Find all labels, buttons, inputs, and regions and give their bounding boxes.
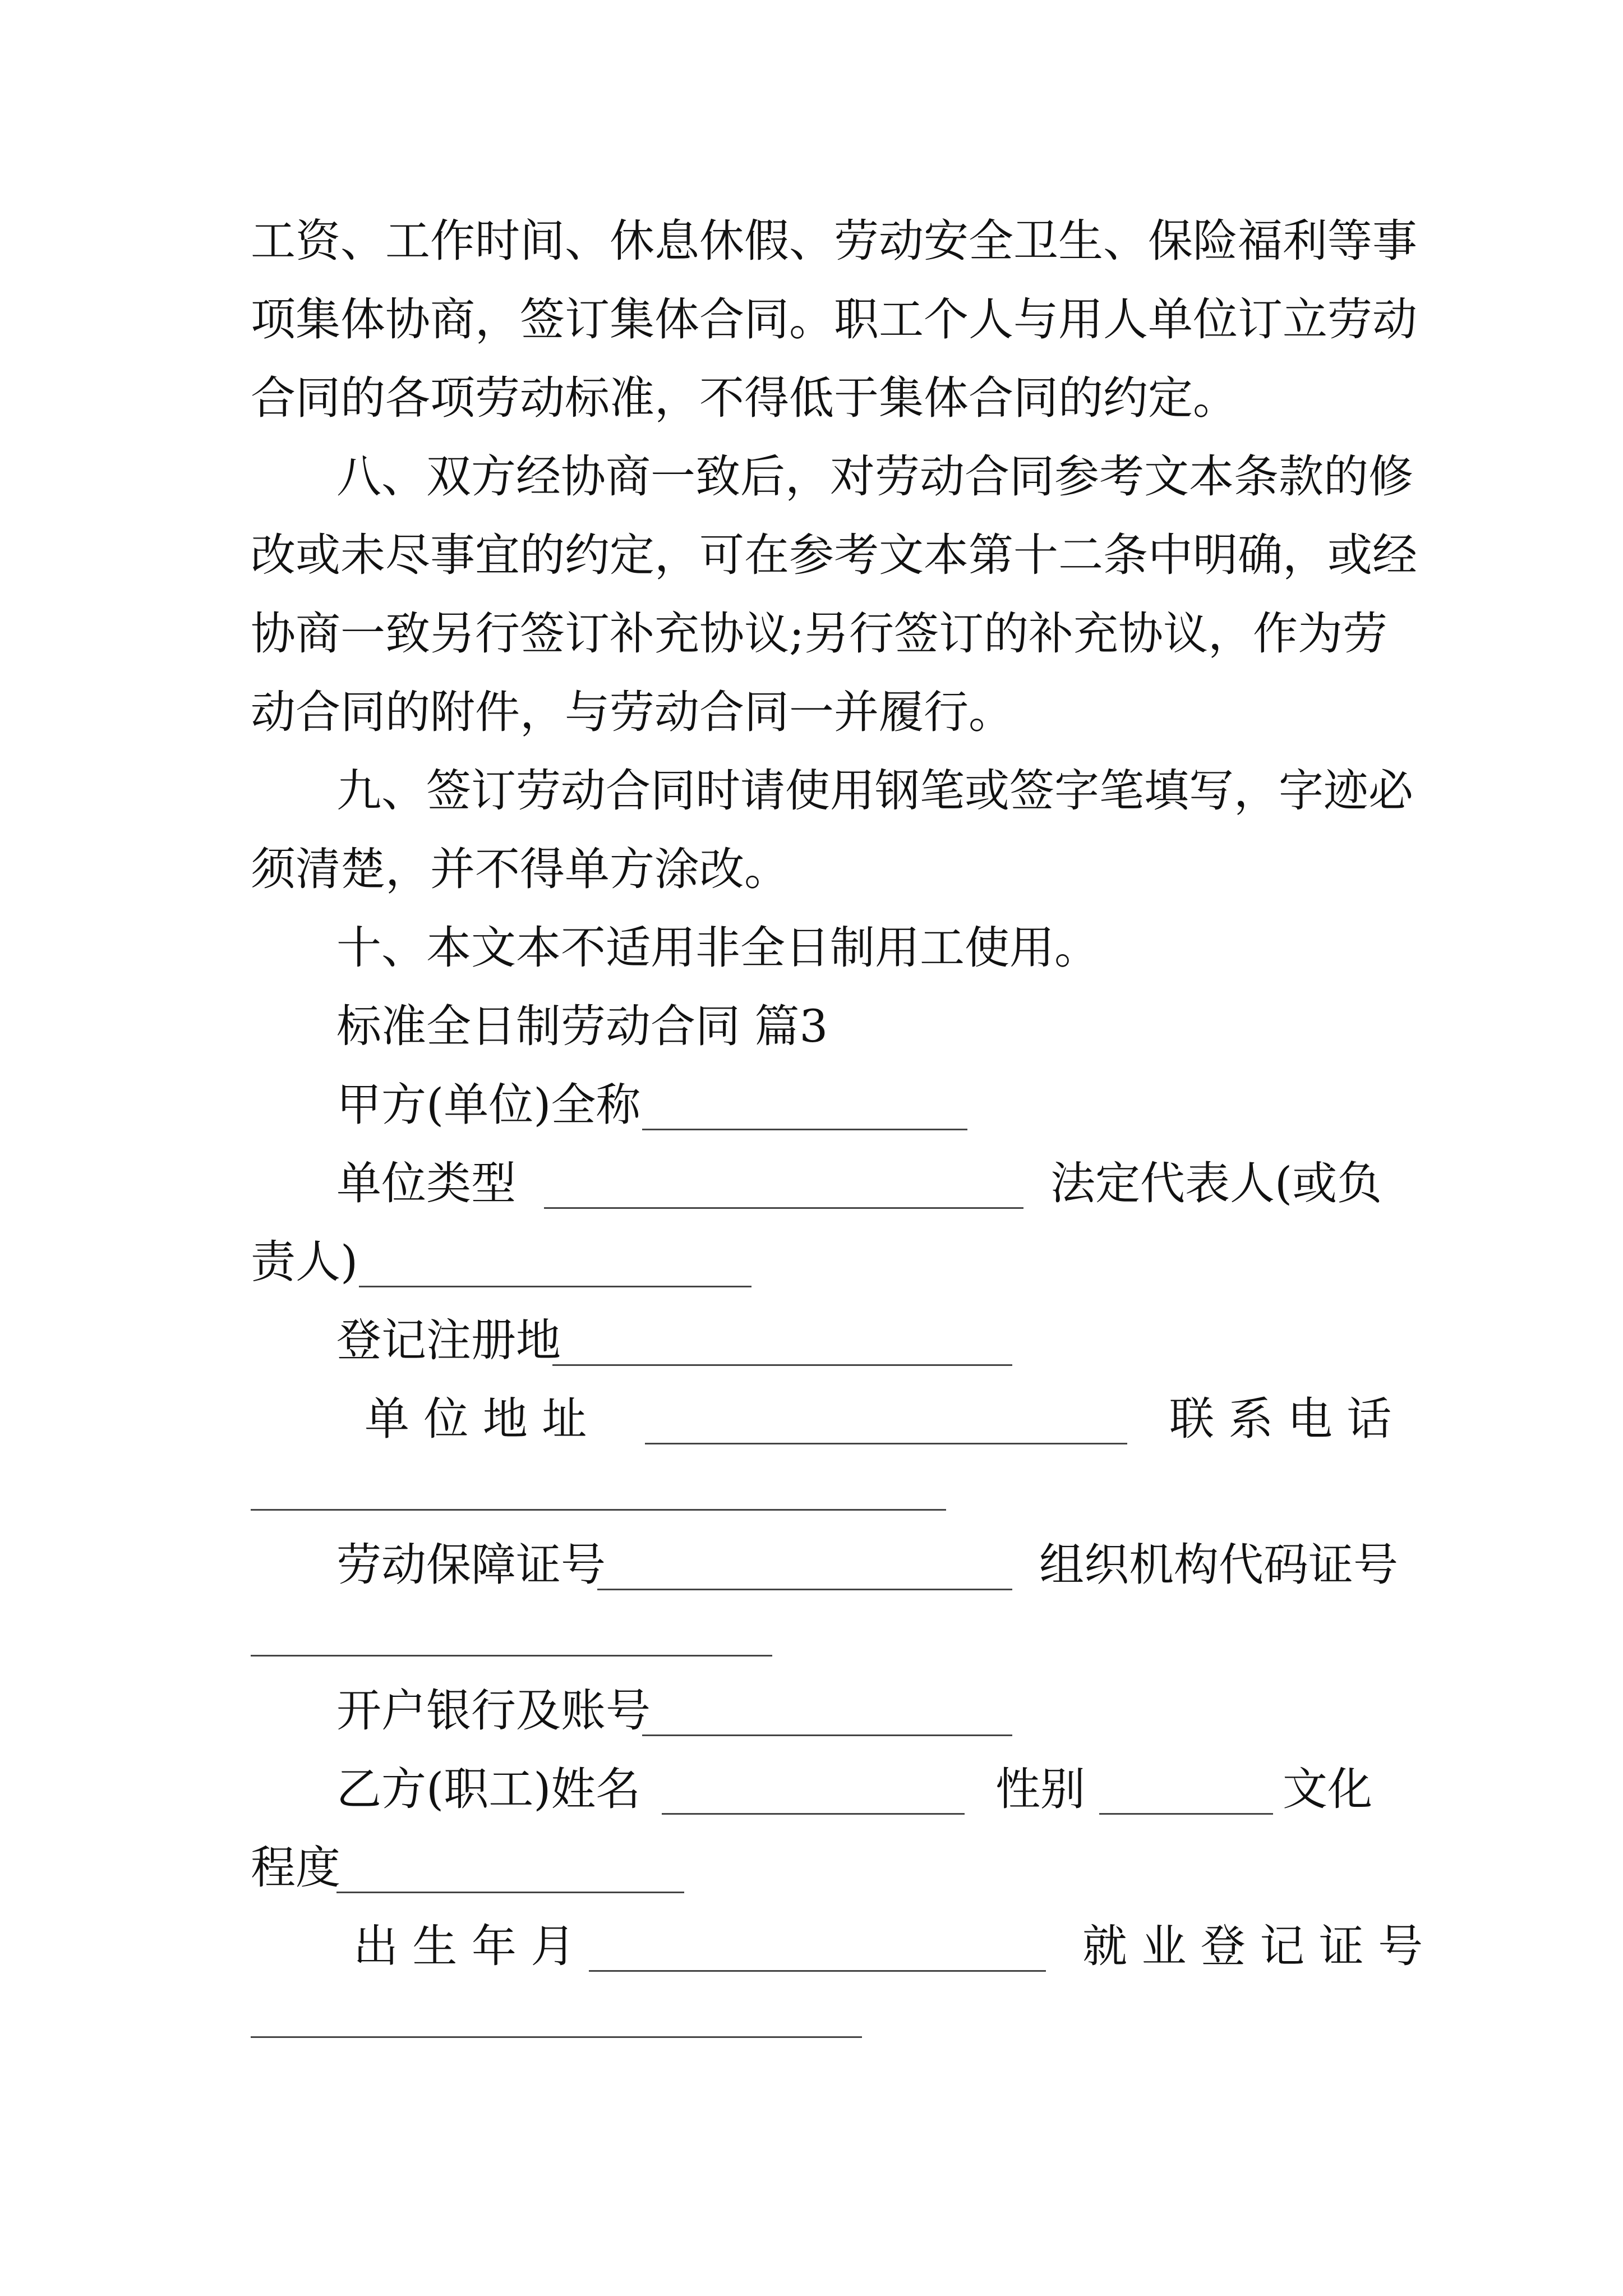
para7-line3: 合同的各项劳动标准，不得低于集体合同的约定。 — [251, 372, 1238, 424]
text-line — [0, 752, 1623, 830]
phone-blank[interactable] — [251, 1509, 946, 1511]
labor-cert-label: 劳动保障证号 — [336, 1539, 606, 1591]
text-line — [0, 280, 1623, 359]
org-code-label: 组织机构代码证号 — [1039, 1539, 1398, 1591]
employer-name-blank[interactable] — [642, 1129, 967, 1130]
legal-rep-label-cont: 责人) — [251, 1236, 358, 1288]
unit-address-label: 单 位 地 址 — [365, 1393, 587, 1445]
section-heading: 标准全日制劳动合同 篇3 — [336, 1000, 828, 1052]
org-code-blank[interactable] — [251, 1655, 772, 1657]
bank-label: 开户银行及账号 — [336, 1685, 651, 1737]
gender-blank[interactable] — [1099, 1813, 1273, 1815]
para8-line1: 八、双方经协商一致后，对劳动合同参考文本条款的修 — [336, 450, 1413, 503]
para8-line2: 改或未尽事宜的约定，可在参考文本第十二条中明确，或经 — [251, 529, 1417, 581]
form-row — [0, 1223, 1623, 1301]
para10-line: 十、本文本不适用非全日制用工使用。 — [336, 922, 1099, 974]
education-blank[interactable] — [336, 1892, 684, 1893]
form-row — [0, 1829, 1623, 1907]
text-line — [0, 516, 1623, 595]
form-row — [0, 1907, 1623, 1986]
unit-type-blank[interactable] — [544, 1207, 1023, 1209]
para9-line2: 须清楚，并不得单方涂改。 — [251, 843, 789, 895]
text-line — [0, 987, 1623, 1066]
employer-name-label: 甲方(单位)全称 — [336, 1079, 641, 1131]
birth-blank[interactable] — [589, 1970, 1046, 1972]
text-line — [0, 202, 1623, 280]
text-line — [0, 438, 1623, 516]
education-label-cont: 程度 — [251, 1842, 340, 1894]
text-line — [0, 673, 1623, 752]
form-row — [0, 1750, 1623, 1829]
birth-label: 出 生 年 月 — [353, 1920, 576, 1972]
form-row — [0, 1301, 1623, 1380]
legal-rep-label: 法定代表人(或负 — [1050, 1157, 1382, 1209]
para8-line3: 协商一致另行签订补充协议;另行签订的补充协议，作为劳 — [251, 608, 1387, 660]
reg-place-label: 登记注册地 — [336, 1314, 561, 1366]
para7-line2: 项集体协商，签订集体合同。职工个人与用人单位订立劳动 — [251, 293, 1417, 346]
gender-label: 性别 — [995, 1763, 1085, 1815]
unit-address-blank[interactable] — [645, 1443, 1127, 1444]
text-line — [0, 909, 1623, 987]
education-label: 文化 — [1283, 1763, 1372, 1815]
text-line — [0, 595, 1623, 673]
form-row — [0, 1526, 1623, 1604]
employment-reg-blank[interactable] — [251, 2036, 862, 2038]
form-row — [0, 1672, 1623, 1750]
phone-label: 联 系 电 话 — [1169, 1393, 1392, 1445]
legal-rep-blank[interactable] — [359, 1286, 751, 1287]
form-row — [0, 1066, 1623, 1144]
form-row — [0, 1380, 1623, 1458]
para8-line4: 动合同的附件，与劳动合同一并履行。 — [251, 686, 1013, 738]
form-row — [0, 1144, 1623, 1223]
para9-line1: 九、签订劳动合同时请使用钢笔或签字笔填写，字迹必 — [336, 765, 1413, 817]
text-line — [0, 830, 1623, 909]
para7-line1: 工资、工作时间、休息休假、劳动安全卫生、保险福利等事 — [251, 215, 1417, 267]
labor-cert-blank[interactable] — [597, 1589, 1012, 1590]
text-line — [0, 359, 1623, 438]
bank-blank[interactable] — [642, 1734, 1012, 1736]
employee-name-blank[interactable] — [662, 1813, 965, 1815]
employee-name-label: 乙方(职工)姓名 — [336, 1763, 641, 1815]
reg-place-blank[interactable] — [552, 1364, 1012, 1366]
unit-type-label: 单位类型 — [336, 1157, 516, 1209]
employment-reg-label: 就 业 登 记 证 号 — [1082, 1920, 1423, 1972]
